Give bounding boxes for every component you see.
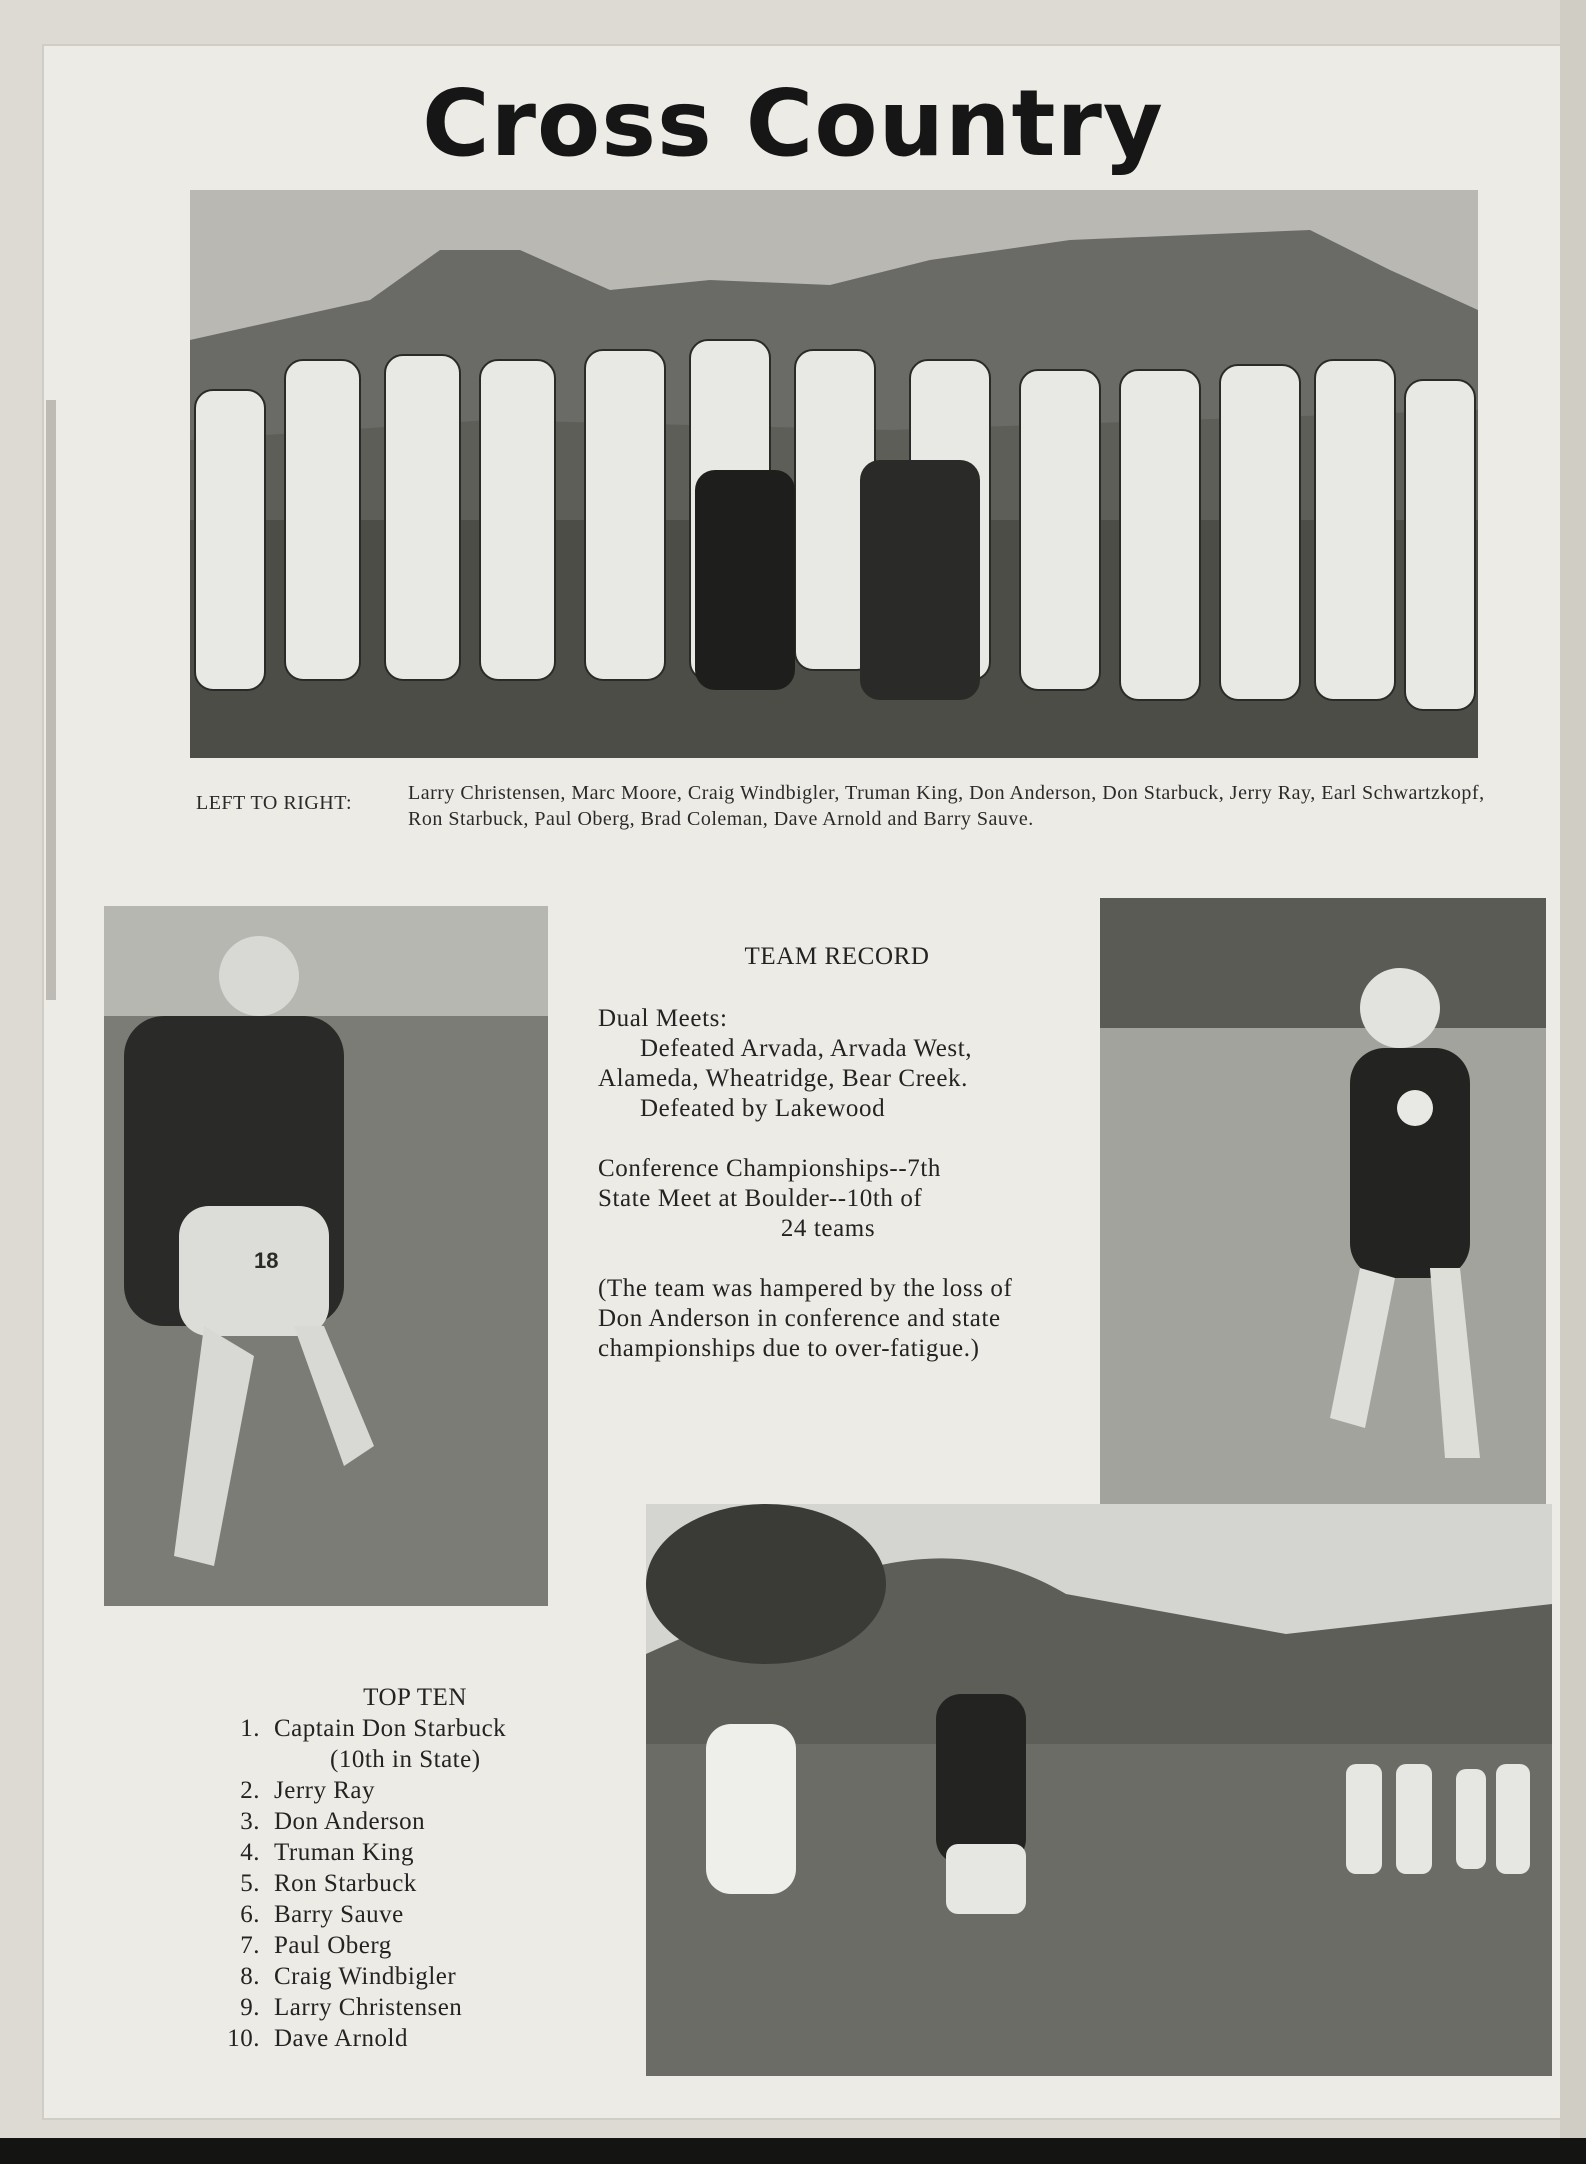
top-ten-item: [200, 1961, 620, 1992]
top-ten-rank: 9.: [240, 1994, 260, 2021]
top-ten-runner-name: Craig Windbigler: [274, 1963, 457, 1990]
caption-lead: LEFT TO RIGHT:: [196, 792, 353, 814]
team-record: [598, 942, 1058, 1364]
top-ten-rank: 8.: [240, 1963, 260, 1990]
runner-bib-number: 18: [254, 1248, 279, 1273]
top-ten-item: [200, 1775, 620, 1806]
team-record-heading: TEAM RECORD: [744, 943, 930, 970]
top-ten-item: [200, 1899, 620, 1930]
top-ten-item: [200, 1806, 620, 1837]
runner-photo-left: [104, 906, 548, 1606]
top-ten-heading: TOP TEN: [363, 1684, 467, 1711]
top-ten: [200, 1682, 620, 2054]
runner-photo-right-image: [1100, 898, 1546, 1584]
state-meet-result: State Meet at Boulder--10th of: [598, 1185, 923, 1212]
top-ten-item: [200, 1837, 620, 1868]
runner-photo-right: [1100, 898, 1546, 1584]
caption-names: Larry Christensen, Marc Moore, Craig Windbigler, Truman King, Don Anderson, Don Starbuck, Jerry Ray, Earl Schwartzkopf, Ron Starbuck, Paul Oberg, Brad Coleman, Dave Arnold and Barry Sauve.: [408, 782, 1485, 830]
race-photo: [646, 1504, 1552, 2076]
top-ten-rank: 3.: [240, 1808, 260, 1835]
top-ten-runner-name: Don Anderson: [274, 1808, 426, 1835]
top-ten-runner-name: Barry Sauve: [274, 1901, 404, 1928]
top-ten-item: [200, 1868, 620, 1899]
page-title: Cross Country: [422, 70, 1164, 177]
top-ten-rank: 2.: [240, 1777, 260, 1804]
top-ten-rank: 10.: [227, 2025, 260, 2052]
top-ten-runner-name: Jerry Ray: [274, 1777, 375, 1804]
team-photo: [190, 190, 1478, 758]
top-ten-runner-name: Ron Starbuck: [274, 1870, 417, 1897]
top-ten-runner-name: Truman King: [274, 1839, 415, 1866]
top-ten-rank: 6.: [240, 1901, 260, 1928]
dual-meets-defeated: Defeated Arvada, Arvada West, Alameda, Wheatridge, Bear Creek.: [598, 1035, 973, 1092]
race-photo-image: [646, 1504, 1552, 2076]
team-photo-image: [190, 190, 1478, 758]
top-ten-runner-name: Paul Oberg: [274, 1932, 392, 1959]
team-record-note: (The team was hampered by the loss of Don Anderson in conference and state championships due to over-fatigue.): [598, 1275, 1013, 1362]
top-ten-list: [200, 1713, 620, 2054]
binding-shadow: [46, 400, 56, 1000]
runner-photo-left-image: [104, 906, 548, 1606]
top-ten-item: [200, 1930, 620, 1961]
top-ten-runner-name: Larry Christensen: [274, 1994, 463, 2021]
top-ten-rank: 4.: [240, 1839, 260, 1866]
top-ten-rank: 5.: [240, 1870, 260, 1897]
top-ten-item: [200, 1992, 620, 2023]
scan-bottom-edge: [0, 2138, 1586, 2164]
top-ten-runner-name: Captain Don Starbuck: [274, 1715, 507, 1742]
top-ten-item-note: (10th in State): [330, 1746, 481, 1773]
top-ten-item: [200, 2023, 620, 2054]
state-meet-teams: 24 teams: [780, 1215, 876, 1242]
conference-result: Conference Championships--7th: [598, 1155, 942, 1182]
top-ten-runner-name: Dave Arnold: [274, 2025, 408, 2052]
dual-meets-label: Dual Meets:: [598, 1005, 728, 1032]
top-ten-item: [200, 1713, 620, 1744]
top-ten-rank: 1.: [240, 1715, 260, 1742]
page-edge: [1560, 0, 1586, 2164]
top-ten-rank: 7.: [240, 1932, 260, 1959]
dual-meets-defeated-by: Defeated by Lakewood: [640, 1095, 886, 1122]
